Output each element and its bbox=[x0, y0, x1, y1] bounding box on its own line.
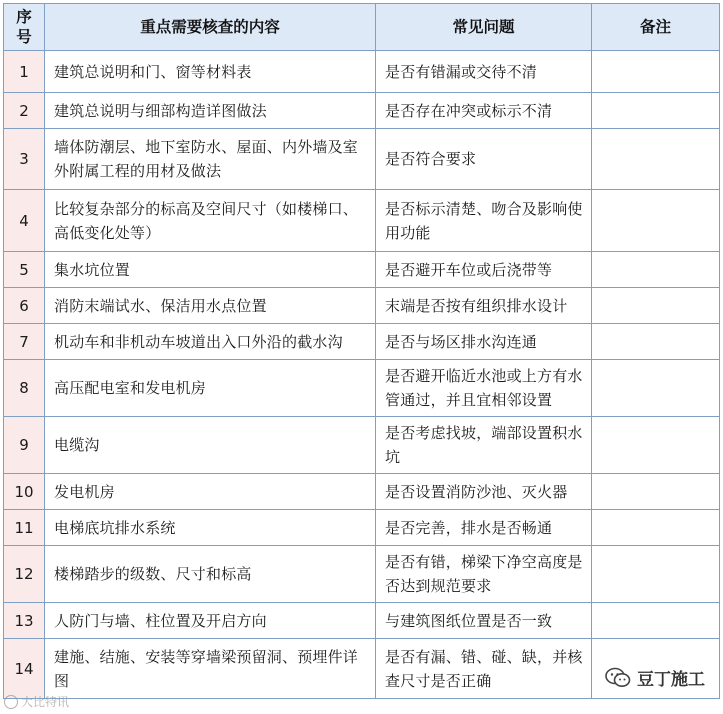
row-note bbox=[592, 93, 720, 129]
row-issue: 末端是否按有组织排水设计 bbox=[376, 288, 592, 324]
row-no: 1 bbox=[4, 51, 45, 93]
row-note bbox=[592, 190, 720, 252]
row-issue: 是否有漏、错、碰、缺，并核查尺寸是否正确 bbox=[376, 639, 592, 699]
table-row bbox=[4, 129, 720, 190]
row-content: 发电机房 bbox=[45, 474, 376, 510]
table-row bbox=[4, 603, 720, 639]
header-issue: 常见问题 bbox=[376, 4, 592, 51]
row-issue: 是否与场区排水沟连通 bbox=[376, 324, 592, 360]
row-content: 楼梯踏步的级数、尺寸和标高 bbox=[45, 546, 376, 603]
row-no: 14 bbox=[4, 639, 45, 699]
table-row bbox=[4, 252, 720, 288]
row-no: 13 bbox=[4, 603, 45, 639]
table-row bbox=[4, 93, 720, 129]
row-no: 4 bbox=[4, 190, 45, 252]
watermark-left-text: 大比特讯 bbox=[21, 695, 70, 709]
row-no: 6 bbox=[4, 288, 45, 324]
table-row bbox=[4, 510, 720, 546]
row-note bbox=[592, 474, 720, 510]
table-row bbox=[4, 288, 720, 324]
row-content: 建筑总说明和门、窗等材料表 bbox=[45, 51, 376, 93]
row-note bbox=[592, 129, 720, 190]
row-note bbox=[592, 603, 720, 639]
row-content: 比较复杂部分的标高及空间尺寸（如楼梯口、高低变化处等） bbox=[45, 190, 376, 252]
row-issue: 是否符合要求 bbox=[376, 129, 592, 190]
row-issue: 是否有错，梯梁下净空高度是否达到规范要求 bbox=[376, 546, 592, 603]
review-checklist-table bbox=[3, 3, 720, 699]
table-row bbox=[4, 546, 720, 603]
row-content: 机动车和非机动车坡道出入口外沿的截水沟 bbox=[45, 324, 376, 360]
row-note bbox=[592, 510, 720, 546]
table-row bbox=[4, 190, 720, 252]
row-note bbox=[592, 252, 720, 288]
row-issue: 是否考虑找坡，端部设置积水坑 bbox=[376, 417, 592, 474]
row-issue: 是否避开临近水池或上方有水管通过，并且宜相邻设置 bbox=[376, 360, 592, 417]
row-note bbox=[592, 324, 720, 360]
row-note bbox=[592, 288, 720, 324]
row-content: 人防门与墙、柱位置及开启方向 bbox=[45, 603, 376, 639]
row-note bbox=[592, 639, 720, 699]
watermark-right-text: 豆丁施工 bbox=[637, 670, 705, 690]
row-issue: 与建筑图纸位置是否一致 bbox=[376, 603, 592, 639]
row-note bbox=[592, 546, 720, 603]
table-row bbox=[4, 639, 720, 699]
table-row bbox=[4, 324, 720, 360]
row-no: 8 bbox=[4, 360, 45, 417]
row-content: 电梯底坑排水系统 bbox=[45, 510, 376, 546]
row-content: 集水坑位置 bbox=[45, 252, 376, 288]
header-no-label: 序号 bbox=[16, 8, 32, 46]
row-content: 高压配电室和发电机房 bbox=[45, 360, 376, 417]
row-no: 5 bbox=[4, 252, 45, 288]
row-note bbox=[592, 417, 720, 474]
row-content: 建筑总说明与细部构造详图做法 bbox=[45, 93, 376, 129]
row-issue: 是否完善，排水是否畅通 bbox=[376, 510, 592, 546]
row-note bbox=[592, 360, 720, 417]
row-issue: 是否存在冲突或标示不清 bbox=[376, 93, 592, 129]
row-no: 2 bbox=[4, 93, 45, 129]
header-no bbox=[4, 4, 45, 51]
row-content: 墙体防潮层、地下室防水、屋面、内外墙及室外附属工程的用材及做法 bbox=[45, 129, 376, 190]
table-row bbox=[4, 360, 720, 417]
row-content: 电缆沟 bbox=[45, 417, 376, 474]
row-issue: 是否设置消防沙池、灭火器 bbox=[376, 474, 592, 510]
row-note bbox=[592, 51, 720, 93]
row-issue: 是否标示清楚、吻合及影响使用功能 bbox=[376, 190, 592, 252]
row-no: 7 bbox=[4, 324, 45, 360]
row-no: 3 bbox=[4, 129, 45, 190]
row-content: 建施、结施、安装等穿墙梁预留洞、预埋件详图 bbox=[45, 639, 376, 699]
header-content: 重点需要核查的内容 bbox=[45, 4, 376, 51]
table-row bbox=[4, 51, 720, 93]
header-note: 备注 bbox=[592, 4, 720, 51]
row-no: 11 bbox=[4, 510, 45, 546]
row-no: 10 bbox=[4, 474, 45, 510]
row-no: 9 bbox=[4, 417, 45, 474]
row-no: 12 bbox=[4, 546, 45, 603]
row-issue: 是否避开车位或后浇带等 bbox=[376, 252, 592, 288]
row-issue: 是否有错漏或交待不清 bbox=[376, 51, 592, 93]
row-content: 消防末端试水、保洁用水点位置 bbox=[45, 288, 376, 324]
table-header-row bbox=[4, 4, 720, 51]
table-row bbox=[4, 417, 720, 474]
table-row bbox=[4, 474, 720, 510]
